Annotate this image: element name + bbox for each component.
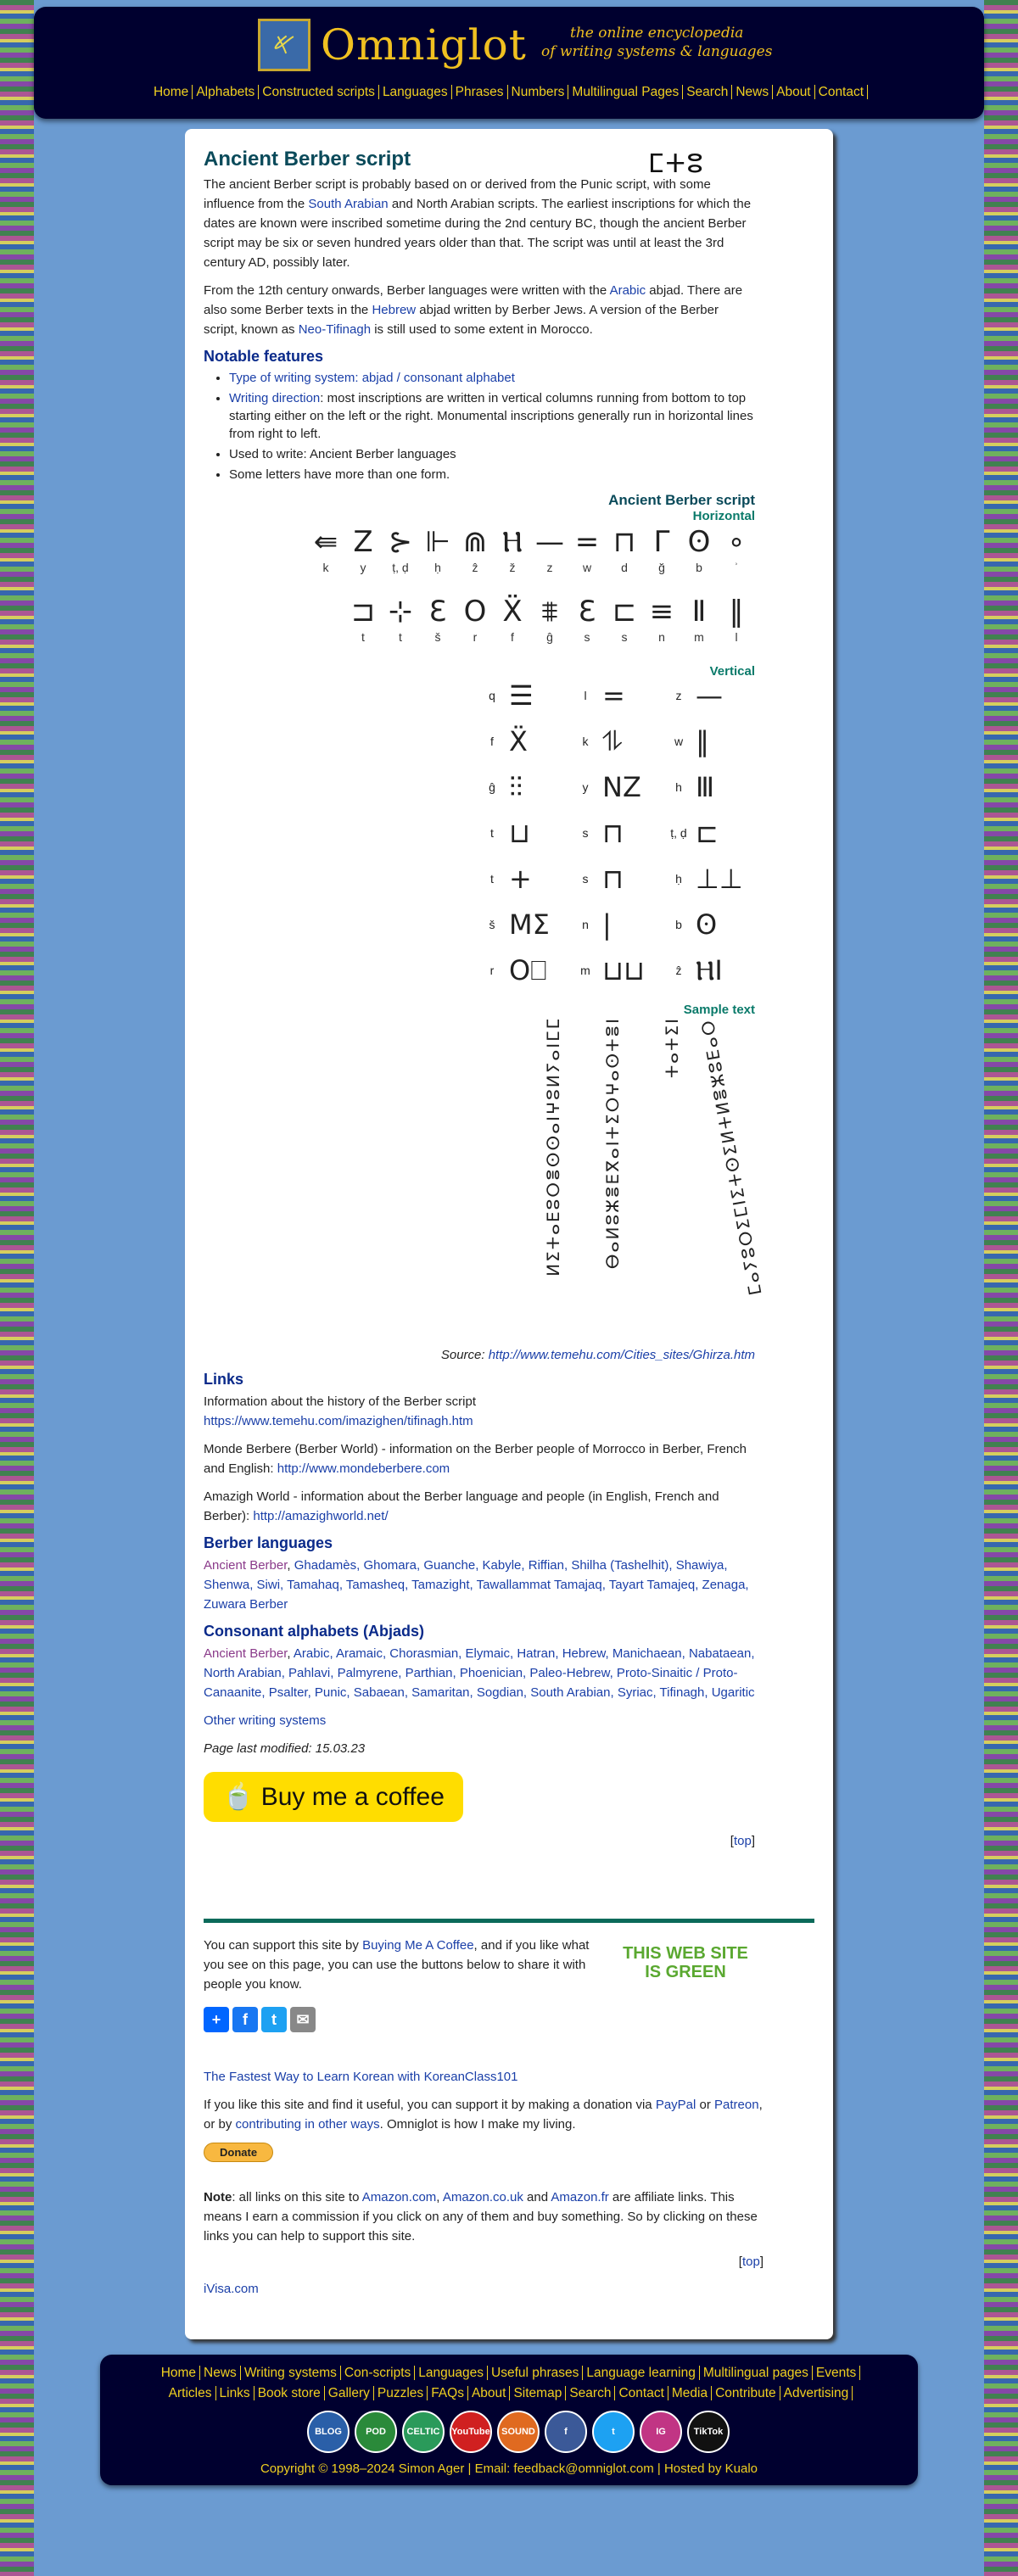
vertical-glyph: ʘ [696, 908, 718, 941]
letter-cell [344, 593, 382, 649]
letter-glyph: Ⲏ [502, 525, 523, 559]
vertical-label: Vertical [709, 664, 755, 679]
letter-glyph: Ⅱ [691, 595, 707, 629]
link-arabic[interactable]: Arabic [609, 283, 646, 298]
letter-transliteration: z [546, 561, 553, 574]
text: are affiliate links. This means I earn a commission if you click on any of them and buy something. So by clicking on these links you can help to support this site. [204, 2190, 758, 2244]
link-writing-system-type[interactable]: Type of writing system: abjad / consonant alphabet [229, 371, 515, 385]
letter-glyph: ⊹ [388, 595, 413, 629]
letter-transliteration: d [621, 561, 628, 574]
buy-me-a-coffee-button[interactable]: 🍵 Buy me a coffee [204, 1772, 463, 1822]
footer-nav [100, 2363, 918, 2404]
vertical-glyph: ⥮ [602, 725, 623, 757]
vertical-glyph: ☰ [509, 679, 534, 712]
sample-column: ⵎⴰⵢⵓⵔⵉⵎⵏⵉⵜⵙⵉⵍⵜⵍⴻⵣⵓⴹⴰⵔ [696, 1017, 766, 1297]
sample-text-label: Sample text [683, 1003, 755, 1017]
link-buy-me-a-coffee[interactable]: Buying Me A Coffee [362, 1938, 474, 1953]
nav-constructed-scripts[interactable]: Constructed scripts [259, 85, 379, 99]
letter-glyph: ⇚ [313, 525, 338, 559]
sample-column: ⵜⴰⵜⵉⵏ [662, 1017, 682, 1079]
vertical-transliteration: k [582, 735, 589, 748]
link-entry [204, 1439, 755, 1478]
vertical-transliteration: f [490, 735, 494, 748]
glyph-row [204, 523, 755, 579]
notable-features-heading: Notable features [204, 348, 324, 365]
vertical-transliteration: n [582, 918, 589, 931]
letter-transliteration: ĝ [546, 630, 553, 644]
text: . Omniglot is how I make my living. [379, 2117, 576, 2132]
vertical-glyph: ‖ [696, 725, 709, 757]
text: : most inscriptions are written in vertical columns running from bottom to top starting either on the left or the right. Monumental inscriptions generally run in horizontal lines from right to left. [229, 391, 753, 441]
letter-transliteration: n [658, 630, 665, 644]
letter-transliteration: m [694, 630, 704, 644]
footer-nav-link[interactable]: Writing systems [241, 2366, 341, 2380]
abjads-list: Ancient Berber, Arabic, Aramaic, Chorasmian, Elymaic, Hatran, Hebrew, Manichaean, Nabataean, North Arabian, Pahlavi, Palmyrene, Parthian, Phoenician, Paleo-Hebrew, Proto-Sinaitic / Proto-Canaanite, Psalter, Punic, Sabaean, Samaritan, Sogdian, South Arabian, Syriac, Tifinagh, Ugaritic [204, 1646, 755, 1700]
link-contribute[interactable]: contributing in other ways [235, 2117, 380, 2132]
footer-nav-link[interactable]: FAQs [428, 2386, 468, 2400]
letter-cell [680, 593, 718, 649]
text: or [696, 2098, 715, 2112]
social-icon[interactable]: TikTok [687, 2411, 730, 2453]
footer-nav-link[interactable]: Languages [415, 2366, 488, 2380]
letter-cell [643, 593, 680, 649]
vertical-transliteration: r [489, 964, 495, 977]
social-icon[interactable]: SOUND [497, 2411, 540, 2453]
text: , and if you like what you see on this page, you can use the buttons below to share it with people you know. [204, 1938, 590, 1992]
vertical-glyph: = [602, 679, 625, 712]
text: abjad. There are also some Berber texts in the [204, 283, 743, 317]
letter-transliteration: l [735, 630, 738, 644]
nav-news[interactable]: News [732, 85, 773, 99]
vertical-transliteration: m [580, 964, 590, 977]
letter-transliteration: ṭ, ḍ [392, 561, 409, 574]
support-text [204, 1936, 611, 2003]
footer-nav-link[interactable]: Useful phrases [488, 2366, 583, 2380]
letter-cell [344, 523, 382, 579]
text: and North Arabian scripts. The earliest inscriptions for which the dates are known were inscribed sometime during the 2nd century BC, though the ancient Berber script may be six or seven hundred years older than that. The script was until at least the 3rd century AD, possibly later. [204, 197, 752, 270]
share-addtoany-icon[interactable]: + [204, 2007, 229, 2032]
vertical-transliteration: b [675, 918, 682, 931]
note-label: Note [204, 2190, 232, 2204]
letter-cell [531, 593, 568, 649]
footer-nav-link[interactable]: Contact [615, 2386, 668, 2400]
vertical-transliteration: š [489, 918, 495, 931]
support-block [204, 2067, 764, 2307]
links-heading: Links [204, 1371, 244, 1388]
letter-glyph: ∘ [727, 525, 746, 559]
footer-nav-link[interactable]: Language learning [583, 2366, 699, 2380]
vertical-transliteration: s [582, 872, 589, 886]
letter-transliteration: s [584, 630, 590, 644]
top-link-wrap: [top] [738, 2255, 764, 2269]
last-modified: Page last modified: 15.03.23 [204, 1741, 366, 1756]
nav-phrases[interactable]: Phrases [452, 85, 508, 99]
letter-glyph: ⊩ [425, 525, 450, 559]
letter-cell [456, 523, 494, 579]
main-content-panel [185, 129, 833, 2339]
footer-nav-link[interactable]: Con-scripts [341, 2366, 415, 2380]
nav-about[interactable]: About [773, 85, 815, 99]
letter-cell [568, 523, 606, 579]
letter-cell [680, 523, 718, 579]
letter-transliteration: r [473, 630, 478, 644]
vertical-transliteration: ḥ [675, 872, 682, 886]
footer-nav-link[interactable]: Articles [165, 2386, 216, 2400]
letter-glyph: = [574, 525, 600, 559]
section-divider [204, 1919, 814, 1923]
vertical-transliteration: y [582, 780, 589, 794]
site-footer [100, 2355, 918, 2485]
social-icon[interactable]: IG [640, 2411, 682, 2453]
link-paypal[interactable]: PayPal [655, 2098, 696, 2112]
top-link-wrap: [top] [730, 1834, 755, 1848]
vertical-transliteration: l [584, 689, 587, 702]
left-decorative-border [0, 0, 34, 2576]
letter-cell [456, 593, 494, 649]
footer-nav-link[interactable]: Puzzles [374, 2386, 428, 2400]
nav-numbers[interactable]: Numbers [508, 85, 569, 99]
list-item: • Used to write: Ancient Berber languages [229, 445, 755, 463]
horizontal-label: Horizontal [692, 509, 755, 523]
link-amazighworld[interactable]: http://amazighworld.net/ [253, 1509, 389, 1523]
text: If you like this site and find it useful, you can support it by making a donation via [204, 2098, 656, 2112]
vertical-glyph: ⲎⅠ [696, 954, 723, 986]
link-ancient-berber-abjad[interactable]: Ancient Berber [204, 1646, 288, 1661]
letter-cell [382, 523, 419, 579]
link-mondeberbere[interactable]: http://www.mondeberbere.com [277, 1461, 450, 1476]
vertical-transliteration: ĝ [489, 780, 495, 794]
sample-text-image [204, 1017, 766, 1339]
link-amazon-fr[interactable]: Amazon.fr [551, 2190, 609, 2204]
text: , or by [204, 2098, 763, 2132]
letter-glyph: Ɛ [428, 595, 447, 629]
letter-glyph: ʘ [687, 525, 711, 559]
letter-glyph: ⊱ [388, 525, 413, 559]
vertical-glyph: ⊔ [509, 817, 530, 849]
link-amazon-com[interactable]: Amazon.com [361, 2190, 437, 2204]
footer-nav-link[interactable]: News [200, 2366, 241, 2380]
letter-cell [606, 593, 643, 649]
vertical-glyph: ⊔⊔ [602, 954, 645, 986]
horizontal-row-1 [204, 523, 755, 579]
vertical-transliteration: ẑ [675, 964, 682, 977]
vertical-transliteration: w [674, 735, 684, 748]
letter-cell [419, 523, 456, 579]
letter-glyph: Ɛ [578, 595, 596, 629]
footer-nav-row-2 [100, 2383, 918, 2404]
letter-glyph: ⋒ [462, 525, 488, 559]
text: You can support this site by [204, 1938, 363, 1953]
letter-glyph: Ẍ [502, 595, 523, 629]
site-tagline [541, 24, 772, 61]
vertical-glyph: + [509, 863, 532, 895]
letter-cell [494, 523, 531, 579]
abjad-links[interactable]: Arabic, Aramaic, Chorasmian, Elymaic, Hatran, Hebrew, Manichaean, Nabataean, North Arabian, Pahlavi, Palmyrene, Parthian, Phoenician, Paleo-Hebrew, Proto-Sinaitic / Proto-Canaanite, Psalter, Punic, Sabaean, Samaritan, Sogdian, South Arabian, Syriac, Tifinagh, Ugaritic [204, 1646, 755, 1700]
text: Source: [440, 1348, 489, 1362]
text: : all links on this site to [232, 2190, 362, 2204]
vertical-glyph: ⫶⫶ [509, 771, 523, 803]
abjads-heading: Consonant alphabets (Abjads) [204, 1623, 425, 1640]
horizontal-row-2 [204, 593, 755, 649]
title-glyphs: ⵎⵜⵓ [648, 149, 705, 179]
tagline-line-2: of writing systems & languages [541, 43, 773, 60]
letter-glyph: ≡ [649, 595, 674, 629]
vertical-transliteration: q [489, 689, 495, 702]
text: , [436, 2190, 443, 2204]
letter-cell [494, 593, 531, 649]
letter-cell [382, 593, 419, 649]
link-amazon-co-uk[interactable]: Amazon.co.uk [442, 2190, 523, 2204]
letter-cell [419, 593, 456, 649]
glyph-row [204, 593, 755, 649]
intro-paragraph-2 [204, 281, 755, 339]
letter-glyph: — [535, 525, 564, 559]
text: From the 12th century onwards, Berber languages were written with the [204, 283, 610, 298]
letter-glyph: Γ [653, 525, 670, 559]
letter-cell [568, 593, 606, 649]
letter-transliteration: ḥ [434, 561, 441, 574]
vertical-transliteration: t [490, 872, 494, 886]
vertical-glyph: — [696, 679, 723, 712]
right-decorative-border [984, 0, 1018, 2576]
letter-transliteration: ẑ [472, 561, 478, 574]
letter-transliteration: k [322, 561, 329, 574]
footer-nav-link[interactable]: Gallery [325, 2386, 374, 2400]
link-writing-direction[interactable]: Writing direction [229, 391, 321, 405]
social-icon[interactable]: YouTube [450, 2411, 492, 2453]
list-item [229, 369, 755, 387]
link-entry [204, 1392, 755, 1431]
social-icon[interactable]: t [592, 2411, 635, 2453]
link-patreon[interactable]: Patreon [714, 2098, 759, 2112]
footer-nav-link[interactable]: Advertising [780, 2386, 853, 2400]
intro-paragraph-1 [204, 175, 755, 272]
text: Information about the history of the Berber script [204, 1394, 476, 1409]
link-neo-tifinagh[interactable]: Neo-Tifinagh [298, 322, 372, 337]
footer-nav-link[interactable]: Sitemap [510, 2386, 566, 2400]
list-item: • Some letters have more than one form. [229, 466, 755, 483]
site-brand[interactable]: Omniglot [321, 20, 527, 70]
letter-glyph: ‖ [729, 595, 744, 629]
nav-contact[interactable]: Contact [815, 85, 868, 99]
letter-transliteration: f [511, 630, 514, 644]
link-ancient-berber[interactable]: Ancient Berber [204, 1558, 288, 1573]
footer-nav-link[interactable]: Events [813, 2366, 860, 2380]
letter-cell [643, 523, 680, 579]
footer-nav-link[interactable]: Media [668, 2386, 712, 2400]
share-buttons [204, 2007, 316, 2032]
donate-button[interactable]: Donate [204, 2143, 273, 2162]
features-list [229, 369, 755, 483]
social-icon[interactable]: POD [355, 2411, 397, 2453]
letter-transliteration: t [399, 630, 402, 644]
letter-transliteration: b [696, 561, 702, 574]
footer-nav-link[interactable]: About [468, 2386, 511, 2400]
berber-languages-heading: Berber languages [204, 1534, 333, 1551]
vertical-glyph: | [602, 908, 612, 941]
nav-search[interactable]: Search [683, 85, 732, 99]
list-item [229, 389, 755, 443]
letter-transliteration: š [434, 630, 441, 644]
letter-transliteration: t [361, 630, 365, 644]
letter-cell [307, 523, 344, 579]
vertical-transliteration: h [675, 780, 682, 794]
share-email-icon[interactable]: ✉ [290, 2007, 316, 2032]
vertical-glyph: ΜΣ [509, 908, 550, 941]
letter-glyph: ⊓ [612, 525, 636, 559]
vertical-glyph: ⊥⊥ [696, 863, 743, 895]
letter-transliteration: s [621, 630, 628, 644]
vertical-glyph: Ⅲ [696, 771, 715, 803]
top-link[interactable]: top [733, 1834, 752, 1848]
letter-glyph: ⊐ [350, 595, 376, 629]
text: Monde Berbere (Berber World) - information on the Berber people of Morrocco in Berber, French and English: [204, 1442, 747, 1476]
letter-cell [718, 593, 755, 649]
nav-alphabets[interactable]: Alphabets [193, 85, 259, 99]
text: The ancient Berber script is probably based on or derived from the Punic script, with some influence from the [204, 177, 711, 211]
berber-language-links[interactable]: Ghadamès, Ghomara, Guanche, Kabyle, Riffian, Shilha (Tashelhit), Shawiya, Shenwa, Siwi, Tamahaq, Tamasheq, Tamazight, Tawallammat Tamajaq, Tayart Tamajeq, Zenaga, Zuwara Berber [204, 1558, 749, 1612]
footer-nav-link[interactable]: Book store [255, 2386, 325, 2400]
ivisa-ad[interactable]: iVisa.com [204, 2282, 259, 2296]
vertical-glyph: ⊓ [602, 863, 624, 895]
top-nav [34, 85, 984, 100]
social-icon[interactable]: CELTIC [402, 2411, 445, 2453]
share-twitter-icon[interactable]: t [261, 2007, 287, 2032]
berber-languages-list: Ancient Berber, Ghadamès, Ghomara, Guanche, Kabyle, Riffian, Shilha (Tashelhit), Shawiya, Shenwa, Siwi, Tamahaq, Tamasheq, Tamazight, Tawallammat Tamajaq, Tayart Tamajeq, Zenaga, Zuwara Berber [204, 1558, 749, 1612]
letter-cell [531, 523, 568, 579]
letter-cell [718, 523, 755, 579]
text: and [523, 2190, 551, 2204]
social-icon[interactable]: BLOG [307, 2411, 350, 2453]
vertical-glyph: NZ [602, 771, 641, 803]
footer-nav-link[interactable]: Search [566, 2386, 615, 2400]
vertical-letters-grid [204, 679, 755, 987]
footer-nav-link[interactable]: Home [158, 2366, 200, 2380]
letter-glyph: Z [353, 525, 373, 559]
site-header [34, 7, 984, 119]
link-other-writing-systems[interactable]: Other writing systems [204, 1713, 327, 1728]
share-facebook-icon[interactable]: f [232, 2007, 258, 2032]
letter-transliteration: w [582, 561, 592, 574]
vertical-glyph: Ẍ [509, 725, 528, 757]
green-website-badge[interactable]: THIS WEB SITE IS GREEN [623, 1944, 748, 1981]
letter-transliteration: y [360, 561, 366, 574]
sample-column: ⵍⵉⵜⴰⴹⵓⵔⴻⵙⵙⴰⵏⵖⵓⵍⵢⴰⵏⵎⵎ [543, 1017, 563, 1277]
footer-nav-link[interactable]: Multilingual pages [700, 2366, 813, 2380]
vertical-glyph: ⊏ [696, 817, 719, 849]
footer-nav-link[interactable]: Links [216, 2386, 255, 2400]
link-entry [204, 1487, 755, 1526]
page-title: Ancient Berber script [204, 148, 411, 170]
nav-multilingual-pages[interactable]: Multilingual Pages [568, 85, 683, 99]
text: abjad written by Berber Jews. A version of the Berber script, known as [204, 303, 719, 337]
footer-social-icons [307, 2411, 730, 2453]
letter-cell [606, 523, 643, 579]
letter-glyph: ⩨ [541, 595, 558, 629]
source-link[interactable]: http://www.temehu.com/Cities_sites/Ghirza.htm [488, 1348, 755, 1362]
vertical-transliteration: t [490, 826, 494, 840]
text: Amazigh World - information about the Berber language and people (in English, French and Berber): [204, 1489, 719, 1523]
vertical-glyph: ⊓ [602, 817, 624, 849]
sample-column: ⴱⴰⵍⵓⵣⴻⴹⴳⴰⵏⵜⵉⵔⵖⴰⵙⵜⴻⵏ [602, 1017, 623, 1270]
omniglot-logo-icon[interactable]: 𐤀 [258, 19, 310, 71]
footer-nav-link[interactable]: Contribute [712, 2386, 780, 2400]
korean-class-ad[interactable]: The Fastest Way to Learn Korean with KoreanClass101 [204, 2070, 518, 2084]
footer-nav-row-1 [100, 2363, 918, 2383]
vertical-transliteration: s [582, 826, 589, 840]
top-link-2[interactable]: top [741, 2255, 760, 2269]
letter-transliteration: ğ [658, 561, 665, 574]
copyright: Copyright © 1998–2024 Simon Ager | Email: feedback@omniglot.com | Hosted by Kualo [260, 2461, 758, 2476]
vertical-transliteration: z [675, 689, 682, 702]
letter-glyph: O [463, 595, 487, 629]
link-south-arabian[interactable]: South Arabian [308, 197, 389, 211]
letter-transliteration: ʾ [734, 561, 739, 574]
sample-source [204, 1348, 755, 1362]
social-icon[interactable]: f [545, 2411, 587, 2453]
vertical-glyph: O⎕ [509, 954, 547, 986]
tagline-line-1: the online encyclopedia [569, 25, 744, 42]
text: is still used to some extent in Morocco. [371, 322, 593, 337]
link-hebrew[interactable]: Hebrew [372, 303, 417, 317]
script-section-title: Ancient Berber script [608, 492, 755, 508]
letter-glyph: ⊏ [612, 595, 637, 629]
letter-transliteration: ž [509, 561, 516, 574]
nav-languages[interactable]: Languages [379, 85, 452, 99]
nav-home[interactable]: Home [150, 85, 193, 99]
link-temehu[interactable]: https://www.temehu.com/imazighen/tifinagh.htm [204, 1414, 473, 1428]
vertical-transliteration: ṭ, ḍ [670, 826, 687, 840]
